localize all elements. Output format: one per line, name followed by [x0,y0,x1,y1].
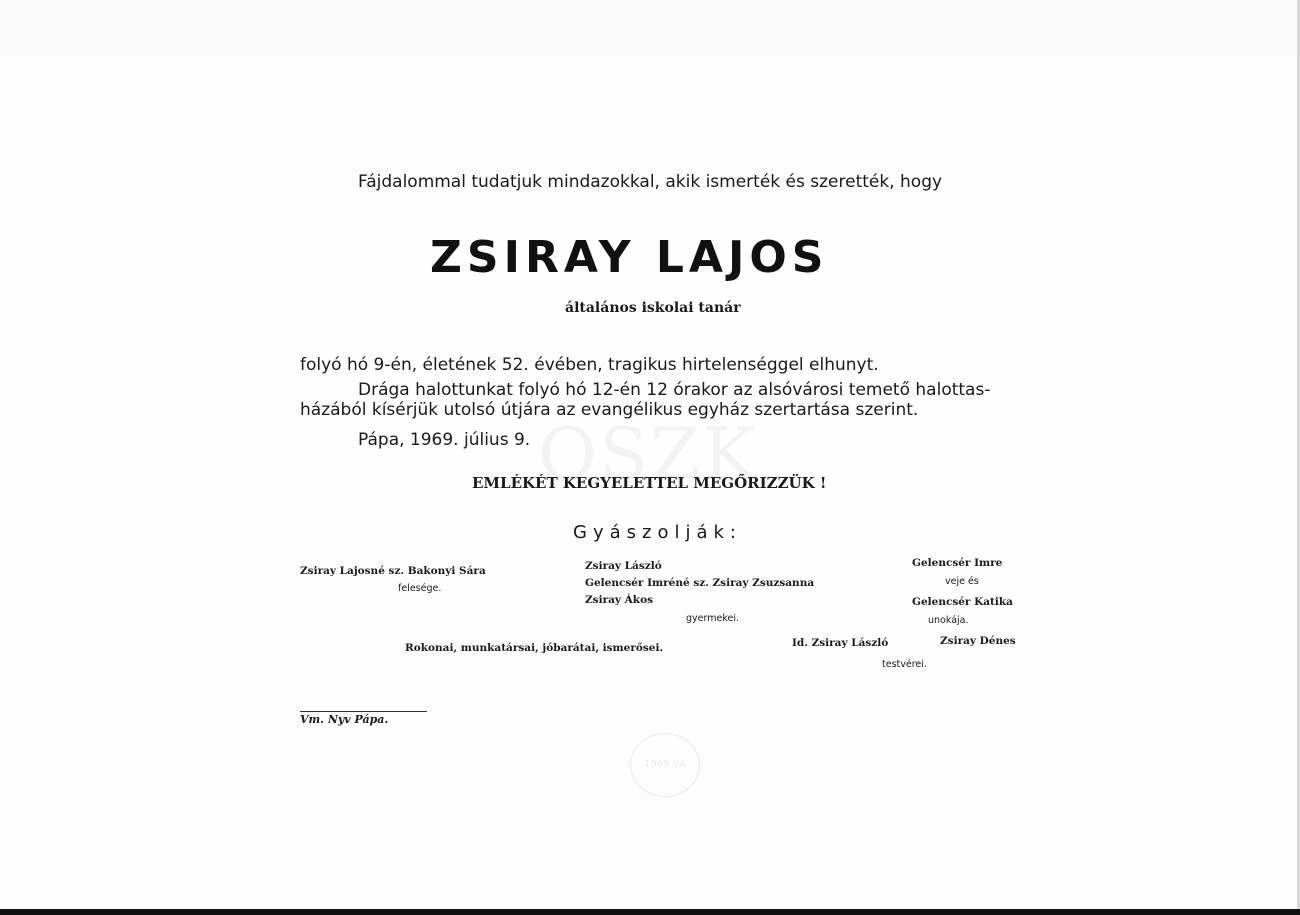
mourner-grandchild-relation: unokája. [928,615,969,626]
sibling-2: Zsiray Dénes [940,635,1016,647]
mourner-grandchild-name: Gelencsér Katika [912,596,1013,608]
intro-text: Fájdalommal tudatjuk mindazokkal, akik ismerték és szerették, hogy [358,172,943,192]
body-line-1: folyó hó 9-én, életének 52. évében, tragikus hirtelenséggel elhunyt. [300,355,879,375]
mourner-child-3: Zsiray Ákos [585,594,653,606]
body-line-3: házából kísérjük utolsó útjára az evangélikus egyház szertartása szerint. [300,400,919,420]
profession: általános iskolai tanár [565,300,741,316]
relatives-line: Rokonai, munkatársai, jóbarátai, ismerősei. [405,642,664,654]
library-stamp: 1969 I/A [630,733,700,797]
scan-edge-bottom [0,909,1300,915]
deceased-name: ZSIRAY LAJOS [430,232,829,283]
mourner-child-2: Gelencsér Imréné sz. Zsiray Zsuzsanna [585,577,815,589]
mourner-son-in-law-relation: veje és [945,576,979,587]
mourner-spouse-relation: felesége. [398,583,442,594]
memory-line: EMLÉKÉT KEGYELETTEL MEGŐRIZZÜK ! [472,474,827,492]
mourner-children-relation: gyermekei. [686,613,740,624]
mourner-child-1: Zsiray László [585,560,662,572]
mourners-heading: Gyászolják: [573,522,742,543]
place-date: Pápa, 1969. július 9. [358,430,531,450]
mourner-spouse-name: Zsiray Lajosné sz. Bakonyi Sára [300,565,486,577]
mourner-son-in-law-name: Gelencsér Imre [912,557,1003,569]
sibling-1: Id. Zsiray László [792,637,889,649]
printer-imprint: Vm. Nyv Pápa. [300,713,389,726]
siblings-relation: testvérei. [882,659,927,670]
body-line-2: Drága halottunkat folyó hó 12-én 12 órakor az alsóvárosi temető halottas- [358,380,991,400]
printer-rule [300,711,427,712]
